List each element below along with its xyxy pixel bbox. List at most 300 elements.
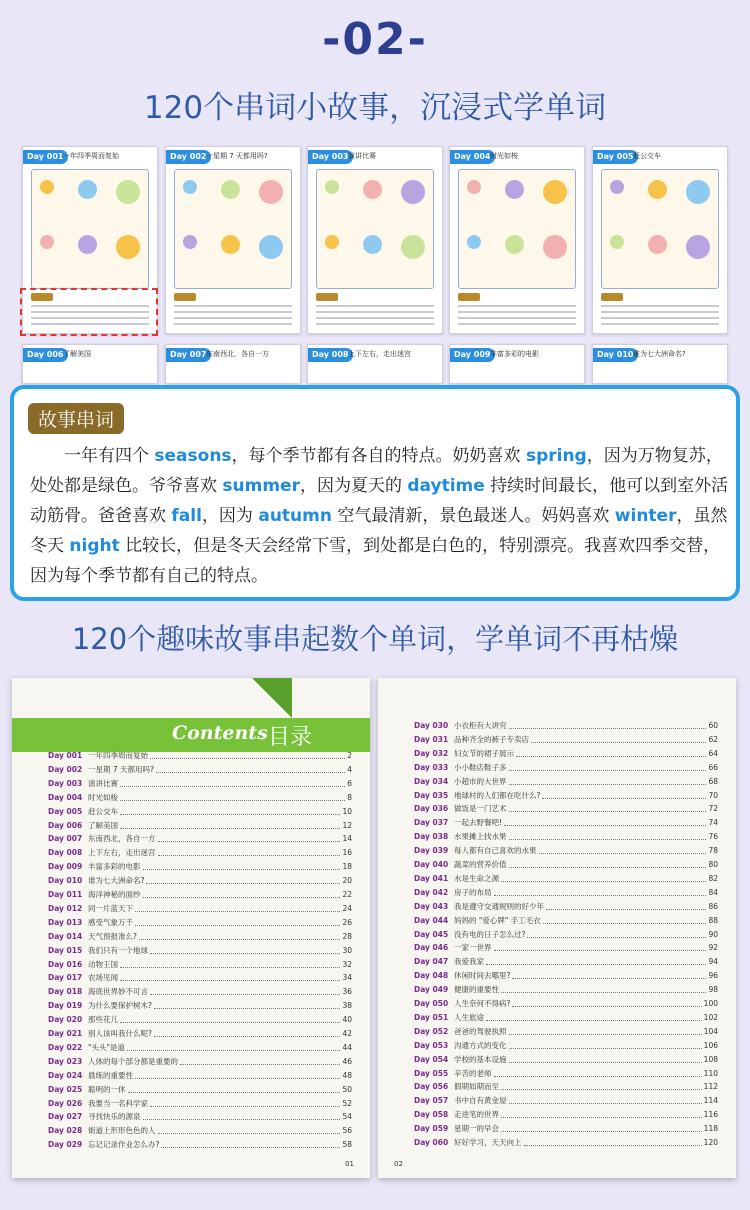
toc-page-number: 114 <box>703 1096 718 1106</box>
toc-leader <box>546 904 706 910</box>
toc-page-number: 34 <box>342 973 352 983</box>
toc-day: Day 011 <box>48 890 83 899</box>
toc-leader <box>158 1128 341 1134</box>
toc-row <box>48 1014 352 1026</box>
toc-title: 街道上形形色色的人 <box>88 1126 156 1136</box>
toc-page-number: 90 <box>708 929 718 939</box>
toc-row <box>48 764 352 776</box>
toc-day: Day 027 <box>48 1112 83 1122</box>
toc-title: 东南西北，各自一方 <box>88 834 156 844</box>
toc-leader <box>146 878 340 884</box>
text-line <box>316 305 434 307</box>
illustration-figure <box>221 235 240 254</box>
toc-day: Day 020 <box>48 1015 83 1025</box>
toc-page-number: 36 <box>342 987 352 997</box>
toc-page-number: 54 <box>342 1112 352 1122</box>
toc-page-number: 48 <box>342 1070 352 1080</box>
illustration-figure <box>505 235 524 254</box>
toc-leader <box>494 1071 702 1077</box>
toc-page-number: 88 <box>708 915 718 925</box>
story-segment: ，因为夏天的 <box>299 476 408 496</box>
story-label: 故事串词 <box>28 403 124 434</box>
page-thumbnail <box>449 146 585 334</box>
thumbnail-title: 东南西北，各自一方 <box>206 350 269 358</box>
toc-title: 学校的基本设施 <box>454 1054 507 1064</box>
toc-title: 寻找快乐的源泉 <box>88 1112 141 1122</box>
toc-title: 小超市的大世界 <box>454 776 507 786</box>
page-folio-left: 01 <box>345 1160 354 1168</box>
toc-day: Day 046 <box>414 943 449 953</box>
toc-page-number: 40 <box>342 1015 352 1025</box>
toc-day: Day 014 <box>48 931 83 941</box>
illustration-figure <box>467 180 481 194</box>
contents-page-right <box>378 678 736 1178</box>
toc-title: 农场见闻 <box>88 973 118 983</box>
toc-leader <box>135 1073 340 1079</box>
toc-row <box>48 917 352 929</box>
toc-page-number: 86 <box>708 901 718 911</box>
toc-day: Day 036 <box>414 804 449 814</box>
toc-title: 了解美国 <box>88 820 118 830</box>
toc-day: Day 035 <box>414 790 449 800</box>
toc-page-number: 56 <box>342 1126 352 1136</box>
toc-page-number: 2 <box>347 751 352 760</box>
thumbnail-day-badge: Day 010 <box>593 348 638 362</box>
illustration-figure <box>221 180 240 199</box>
toc-title: 一年四季周而复始 <box>88 751 148 760</box>
keyword: fall <box>171 506 202 526</box>
illustration-figure <box>116 235 140 259</box>
toc-leader <box>509 834 707 840</box>
toc-day: Day 050 <box>414 999 449 1008</box>
toc-row <box>414 776 718 788</box>
toc-title: 别人该叫我什么呢? <box>88 1029 152 1038</box>
toc-leader <box>542 793 706 799</box>
thumbnail-text-lines <box>316 305 434 329</box>
toc-leader <box>509 1057 702 1063</box>
toc-row <box>414 998 718 1010</box>
toc-page-number: 46 <box>342 1056 352 1066</box>
toc-title: 上下左右，走出迷宫 <box>88 848 156 858</box>
toc-row <box>414 901 718 913</box>
illustration-figure <box>648 180 667 199</box>
toc-leader <box>150 753 345 759</box>
toc-leader <box>504 820 706 826</box>
toc-leader <box>120 823 340 829</box>
toc-day: Day 047 <box>414 957 449 967</box>
toc-page-number: 8 <box>347 792 352 802</box>
toc-leader <box>512 1001 701 1007</box>
toc-day: Day 043 <box>414 901 449 911</box>
thumbnail-illustration <box>174 169 292 289</box>
toc-day: Day 052 <box>414 1026 449 1036</box>
illustration-figure <box>259 235 283 259</box>
page-thumbnail <box>165 344 301 384</box>
toc-leader <box>150 989 340 995</box>
toc-leader <box>524 1140 702 1146</box>
toc-title: 假期如期而至 <box>454 1082 499 1092</box>
toc-day: Day 017 <box>48 973 83 983</box>
toc-day: Day 008 <box>48 848 83 858</box>
toc-page-number: 68 <box>708 776 718 786</box>
toc-page-number: 28 <box>342 931 352 941</box>
toc-row <box>48 1139 352 1151</box>
toc-day: Day 055 <box>414 1068 449 1078</box>
toc-leader <box>501 1084 702 1090</box>
thumbnail-title: 了解美国 <box>63 350 91 358</box>
toc-leader <box>154 1003 340 1009</box>
toc-title: 水是生命之源 <box>454 873 499 883</box>
thumbnail-title: 演讲比赛 <box>348 152 376 160</box>
toc-row <box>414 1081 718 1093</box>
toc-leader <box>135 920 340 926</box>
toc-row <box>414 873 718 885</box>
toc-page-number: 12 <box>342 820 352 830</box>
toc-row <box>48 861 352 873</box>
toc-title: 做饭是一门艺术 <box>454 804 507 814</box>
thumbnail-title: 丰富多彩的电影 <box>490 350 539 358</box>
toc-row <box>414 734 718 746</box>
toc-day: Day 039 <box>414 846 449 856</box>
story-popup <box>10 385 740 601</box>
story-segment: ，因为万物复苏，处处都是绿色。爷爷喜欢 <box>30 446 723 496</box>
toc-leader <box>543 918 707 924</box>
toc-day: Day 016 <box>48 959 83 969</box>
toc-leader <box>158 836 341 842</box>
illustration-figure <box>78 235 97 254</box>
toc-title: 地球村的人们都在吃什么? <box>454 790 541 800</box>
toc-leader <box>154 1031 340 1037</box>
thumbnail-title: 时光如梭 <box>490 152 518 160</box>
toc-day: Day 048 <box>414 971 449 981</box>
toc-page-number: 66 <box>708 762 718 772</box>
section-number: -02- <box>322 14 428 65</box>
toc-row <box>414 1123 718 1135</box>
toc-leader <box>509 806 707 812</box>
toc-row <box>414 970 718 982</box>
toc-day: Day 013 <box>48 917 83 927</box>
toc-row <box>48 1042 352 1054</box>
toc-page-number: 84 <box>708 887 718 897</box>
contents-page-left <box>12 678 370 1178</box>
toc-page-number: 38 <box>342 1001 352 1011</box>
highlight-frame <box>20 288 158 336</box>
toc-leader <box>180 1059 340 1065</box>
toc-page-number: 64 <box>708 748 718 758</box>
toc-page-number: 118 <box>703 1124 718 1134</box>
illustration-figure <box>610 235 624 249</box>
toc-day: Day 057 <box>414 1096 449 1106</box>
toc-row <box>48 1056 352 1068</box>
toc-page-number: 6 <box>347 778 352 788</box>
toc-leader <box>127 1045 341 1051</box>
toc-row <box>48 1084 352 1096</box>
toc-row <box>48 1111 352 1123</box>
thumbnail-day-badge: Day 005 <box>593 150 638 164</box>
toc-row <box>414 845 718 857</box>
contents-title-zh: 目录 <box>268 725 313 750</box>
toc-page-number: 106 <box>703 1040 718 1050</box>
text-line <box>458 317 576 319</box>
contents-header <box>12 718 370 752</box>
thumbnail-title: 一星期 7 天都用吗? <box>206 152 268 160</box>
toc-title: 小小鞋店鞋子多 <box>454 762 507 772</box>
page-thumbnail <box>165 146 301 334</box>
toc-page-number: 62 <box>708 734 718 744</box>
toc-row <box>48 986 352 998</box>
toc-leader <box>539 848 707 854</box>
toc-title: 忘记记录作业怎么办? <box>88 1140 160 1150</box>
toc-leader <box>509 779 707 785</box>
toc-day: Day 049 <box>414 985 449 995</box>
toc-title: 爸爸的驾驶执照 <box>454 1026 507 1036</box>
toc-title: 书中自有黄金屋 <box>454 1096 507 1106</box>
toc-day: Day 022 <box>48 1042 83 1052</box>
toc-day: Day 038 <box>414 832 449 842</box>
thumbnail-tag <box>601 293 623 301</box>
toc-leader <box>486 1015 702 1021</box>
toc-leader <box>143 1114 341 1120</box>
toc-leader <box>509 1043 702 1049</box>
toc-day: Day 003 <box>48 778 83 788</box>
toc-row <box>414 1109 718 1121</box>
toc-leader <box>135 906 340 912</box>
toc-day: Day 032 <box>414 748 449 758</box>
story-segment: ，因为 <box>201 506 259 526</box>
toc-title: 那些花儿 <box>88 1015 118 1025</box>
toc-row <box>414 1137 718 1149</box>
thumbnail-title: 一年四季周而复始 <box>63 152 119 160</box>
toc-day: Day 044 <box>414 915 449 925</box>
toc-leader <box>509 1029 702 1035</box>
toc-title: 我们只有一个地球 <box>88 945 148 955</box>
toc-row <box>48 959 352 971</box>
toc-page-number: 72 <box>708 804 718 814</box>
toc-day: Day 012 <box>48 903 83 913</box>
illustration-figure <box>325 235 339 249</box>
toc-day: Day 054 <box>414 1054 449 1064</box>
toc-leader <box>531 737 706 743</box>
toc-page-number: 50 <box>342 1084 352 1094</box>
toc-title: 走进笔的世界 <box>454 1110 499 1120</box>
toc-day: Day 058 <box>414 1110 449 1120</box>
toc-title: 聪明的一休 <box>88 1084 126 1094</box>
toc-title: "头头"是道 <box>88 1042 125 1052</box>
toc-page-number: 24 <box>342 903 352 913</box>
toc-title: 晨练的重要性 <box>88 1070 133 1080</box>
toc-row <box>48 889 352 901</box>
page-thumbnail <box>307 344 443 384</box>
toc-page-number: 44 <box>342 1042 352 1052</box>
toc-leader <box>494 945 707 951</box>
toc-page-number: 82 <box>708 873 718 883</box>
toc-title: 人生旅途 <box>454 1012 484 1022</box>
toc-title: 妇女节的裙子展示 <box>454 748 514 758</box>
toc-title: 时光如梭 <box>88 792 118 802</box>
toc-leader <box>509 1098 702 1104</box>
toc-day: Day 056 <box>414 1082 449 1092</box>
story-text <box>30 441 730 591</box>
toc-title: 天气预报准么? <box>88 931 137 941</box>
toc-day: Day 004 <box>48 792 83 802</box>
toc-title: 演讲比赛 <box>88 778 118 788</box>
thumbnail-text-lines <box>601 305 719 329</box>
toc-row <box>414 762 718 774</box>
toc-leader <box>509 765 707 771</box>
toc-page-number: 52 <box>342 1098 352 1108</box>
toc-title: 海洋神秘的面纱 <box>88 890 141 899</box>
toc-day: Day 029 <box>48 1140 83 1150</box>
toc-title: 辛苦的老师 <box>454 1068 492 1078</box>
toc-title: 水果摊上找水果 <box>454 832 507 842</box>
thumbnail-title: 赶公交车 <box>633 152 661 160</box>
toc-day: Day 009 <box>48 862 83 872</box>
toc-title: 谁为七大洲命名? <box>88 876 145 886</box>
toc-page-number: 112 <box>703 1082 718 1092</box>
toc-day: Day 002 <box>48 764 83 774</box>
toc-page-number: 58 <box>342 1140 352 1150</box>
thumbnail-day-badge: Day 001 <box>23 150 68 164</box>
toc-day: Day 007 <box>48 834 83 844</box>
text-line <box>601 305 719 307</box>
toc-row <box>414 1012 718 1024</box>
toc-day: Day 025 <box>48 1084 83 1094</box>
thumbnail-title: 上下左右，走出迷宫 <box>348 350 411 358</box>
toc-leader <box>512 973 706 979</box>
thumbnail-tag <box>316 293 338 301</box>
toc-row <box>48 750 352 762</box>
toc-page-number: 96 <box>708 971 718 981</box>
toc-day: Day 005 <box>48 806 83 816</box>
toc-day: Day 059 <box>414 1124 449 1134</box>
toc-leader <box>143 864 341 870</box>
thumbnail-day-badge: Day 006 <box>23 348 68 362</box>
illustration-figure <box>401 235 425 259</box>
text-line <box>601 317 719 319</box>
toc-leader <box>150 1101 340 1107</box>
toc-leader <box>501 1126 702 1132</box>
illustration-figure <box>259 180 283 204</box>
toc-page-number: 60 <box>708 721 718 730</box>
toc-leader <box>128 1087 341 1093</box>
toc-leader <box>527 932 706 938</box>
thumbnail-day-badge: Day 009 <box>450 348 495 362</box>
toc-page-number: 76 <box>708 832 718 842</box>
illustration-figure <box>686 180 710 204</box>
toc-leader <box>161 1142 340 1148</box>
toc-page-number: 78 <box>708 846 718 856</box>
toc-page-number: 116 <box>703 1110 718 1120</box>
illustration-figure <box>610 180 624 194</box>
toc-day: Day 060 <box>414 1138 449 1147</box>
toc-day: Day 051 <box>414 1012 449 1022</box>
toc-title: 品种齐全的裤子专卖店 <box>454 734 529 744</box>
toc-leader <box>139 934 340 940</box>
illustration-figure <box>116 180 140 204</box>
text-line <box>174 311 292 313</box>
toc-title: 好好学习，天天向上 <box>454 1138 522 1147</box>
text-line <box>458 311 576 313</box>
toc-page-number: 120 <box>703 1138 718 1147</box>
toc-page-number: 32 <box>342 959 352 969</box>
toc-title: 蔬菜的营养价值 <box>454 860 507 869</box>
toc-page-number: 102 <box>703 1012 718 1022</box>
text-line <box>458 305 576 307</box>
toc-day: Day 028 <box>48 1126 83 1136</box>
toc-page-number: 4 <box>347 764 352 774</box>
toc-leader <box>120 975 340 981</box>
story-segment: 持续时间最长，他可以到室外活动筋骨。爸爸喜欢 <box>30 476 729 526</box>
thumbnail-day-badge: Day 002 <box>166 150 211 164</box>
corner-decoration <box>252 678 292 718</box>
toc-title: 每人都有自己喜欢的水果 <box>454 846 537 856</box>
toc-row <box>48 792 352 804</box>
toc-title: 人体的每个部分都是重要的 <box>88 1056 178 1066</box>
toc-title: 为什么要保护树木? <box>88 1001 152 1011</box>
toc-day: Day 053 <box>414 1040 449 1050</box>
thumbnail-tag <box>174 293 196 301</box>
toc-row <box>414 859 718 871</box>
toc-row <box>48 945 352 957</box>
toc-title: 赶公交车 <box>88 806 118 816</box>
illustration-figure <box>505 180 524 199</box>
toc-row <box>414 803 718 815</box>
thumbnail-day-badge: Day 008 <box>308 348 353 362</box>
toc-page-number: 74 <box>708 818 718 828</box>
toc-page-number: 110 <box>703 1068 718 1078</box>
toc-day: Day 018 <box>48 987 83 997</box>
illustration-figure <box>543 235 567 259</box>
illustration-figure <box>40 180 54 194</box>
toc-leader <box>494 890 707 896</box>
illustration-figure <box>648 235 667 254</box>
toc-title: 动物王国 <box>88 959 118 969</box>
keyword: spring <box>525 446 587 466</box>
toc-title: 感受气象万千 <box>88 917 133 927</box>
illustration-figure <box>40 235 54 249</box>
toc-day: Day 045 <box>414 929 449 939</box>
toc-leader <box>516 751 706 757</box>
toc-page-number: 18 <box>342 862 352 872</box>
illustration-figure <box>467 235 481 249</box>
toc-row <box>48 1000 352 1012</box>
toc-page-number: 16 <box>342 848 352 858</box>
page-thumbnail <box>592 146 728 334</box>
toc-row <box>48 847 352 859</box>
contents-title-en: Contents <box>172 722 268 744</box>
toc-page-number: 94 <box>708 957 718 967</box>
toc-title: 妈妈的 "爱心牌" 手工毛衣 <box>454 915 541 925</box>
toc-row <box>48 820 352 832</box>
thumbnail-day-badge: Day 003 <box>308 150 353 164</box>
text-line <box>458 323 576 325</box>
toc-leader <box>143 892 341 898</box>
toc-row <box>414 831 718 843</box>
toc-row <box>414 887 718 899</box>
toc-day: Day 040 <box>414 860 449 869</box>
keyword: seasons <box>154 446 232 466</box>
text-line <box>174 305 292 307</box>
keyword: daytime <box>407 476 485 496</box>
toc-row <box>414 1026 718 1038</box>
toc-leader <box>509 723 707 729</box>
illustration-figure <box>401 180 425 204</box>
toc-page-number: 30 <box>342 945 352 955</box>
toc-title: 健康的重要性 <box>454 985 499 995</box>
story-segment: ，虽然冬天 <box>30 506 728 556</box>
toc-row <box>48 1098 352 1110</box>
toc-row <box>48 1070 352 1082</box>
